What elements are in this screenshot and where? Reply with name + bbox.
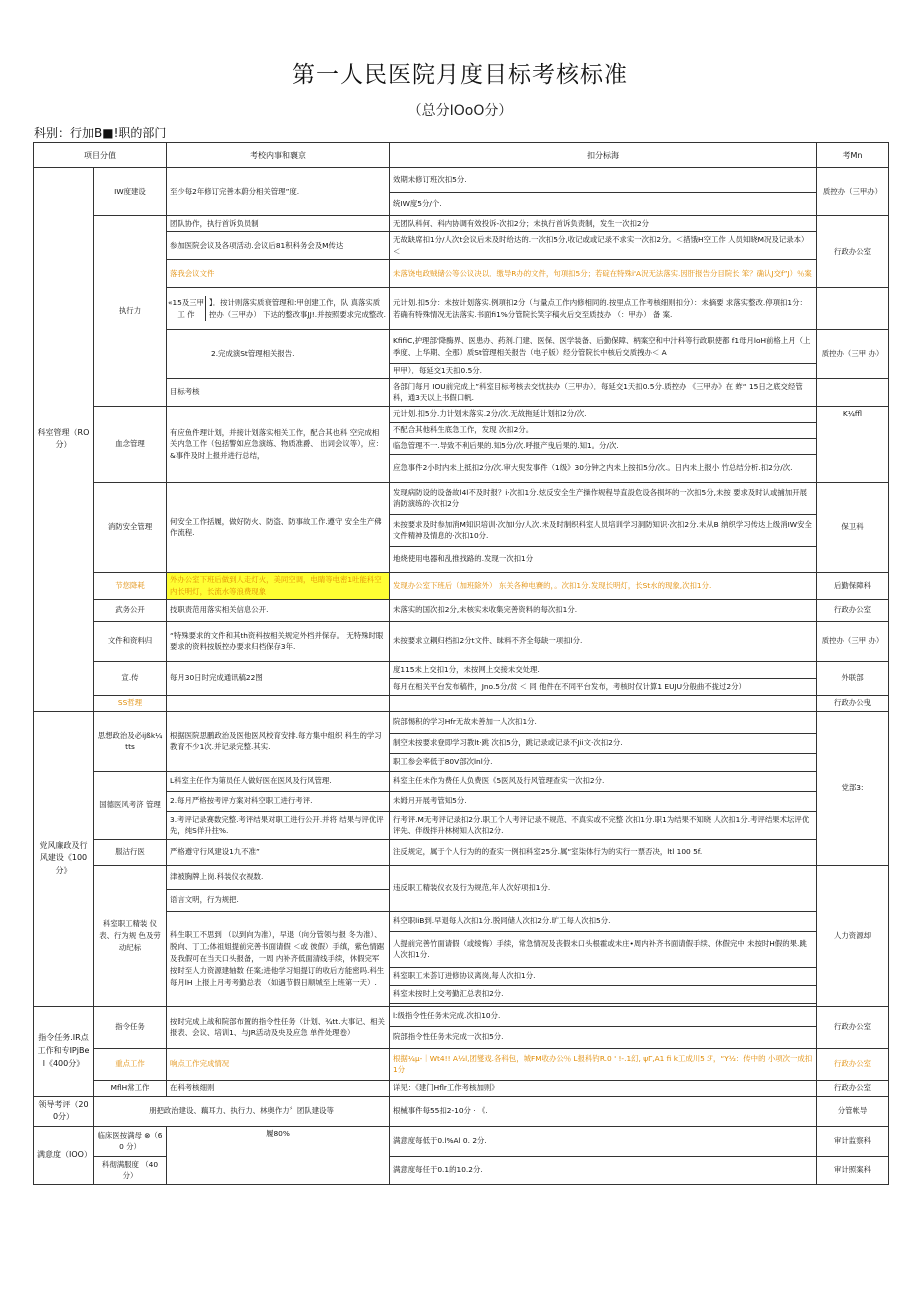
deduct-cell: 地烧使用电器和乱推找路的.发现一次扣1分 [390, 546, 817, 572]
deduct-cell: 不配合其他科生底急工作，发现 次扣2分。 [390, 422, 817, 438]
subitem-cell: SS哲理 [94, 695, 167, 711]
content-cell: 语言文明，行为规把. [167, 889, 390, 911]
deduct-cell: 院部指令性任务未完成一次扣5分. [390, 1026, 817, 1048]
table-row [34, 482, 889, 514]
content-cell: 3.考评记录赛数完整.考评结果对职工进行公开.并将 结果与评优评先，纯S佯升拄%. [167, 811, 390, 839]
deduct-cell: 效期未修订班次扣5分. [390, 168, 817, 193]
content-cell: 技职责范用落实相关信息公开. [167, 599, 390, 621]
dept-cell: 行政办公室 [817, 1006, 889, 1048]
assessment-table [33, 142, 889, 1185]
content-cell: 津被胸牌上岗.科装仪衣视数. [167, 865, 390, 889]
content-cell: 每月30日时完成通讯稿22图 [167, 661, 390, 695]
table-row [34, 771, 889, 791]
page-title: 第一人民医院月度目标考核标准 [292, 62, 628, 88]
deduct-cell: 科室未按时上交考勤汇总表扣2分. [390, 985, 817, 1003]
subgroup-label: «15及三甲工 作 [167, 296, 206, 322]
deduct-cell: 未姆月开展考管知5分. [390, 791, 817, 811]
content-cell: 在科考核细则 [167, 1080, 390, 1096]
subitem-cell: 科彻满服度 （40分） [94, 1156, 167, 1184]
deduct-cell: 注反规定，属于个人行为的的查实一例扣科室25分.属“室柒体行为的实行一票否决，ltl 100 5f. [390, 839, 817, 865]
dept-cell: 行政办公室 [817, 1080, 889, 1096]
content-text: 】．按计则落实质衰管理和:甲创建工作，队 真落实质控办（三甲办） 下达的整改事JJ!.并按照要求完成整改. [209, 297, 386, 319]
deduct-cell: 行考评.M无考评记录扣2分.职工个人考评记录不规范、不真实或不完整 次扣1分.职1为结果不知晓 人次扣1分.考评结果术坛评优评先、伴级拌升林树知人次扣2分. [390, 811, 817, 839]
subitem-cell: 武务公开 [94, 599, 167, 621]
deduct-cell: 无故缺席扣1分/人次t会议后未及时给达的.一次扣5分,收记或或记录不求实一次扣2分。＜措饿H空工作 人员知晓M况及记录本）＜ [390, 232, 817, 260]
table-row [34, 1126, 889, 1156]
dept-cell: 行政办公室 [817, 216, 889, 288]
department-line: 科别：行加B■!职的部门 [34, 126, 167, 140]
deduct-cell: 未落实的国次扣2分,未核实未收集完善资料的每次扣1分. [390, 599, 817, 621]
deduct-cell: 发现办公室下班后（加班除外） 东关各种电賽的，。次扣1分.发现长明灯，长St水的现象,次扣1分. [390, 572, 817, 599]
dept-cell: 行政办公曳 [817, 695, 889, 711]
subitem-cell: 执行力 [94, 216, 167, 407]
content-cell: 科生职工不思到 （以到向为准），早退（向分管领与报 冬为准）、脱向、丁工;体祖姐提前完善书面请假 ＜或 彼假）手缜，紫色情踞及我假可在当天口头报备，一周 内补齐低面清线手续，休假完军按时至人力资源建轴数 任案;进他学习姐提订的收后方能密吗.科生每月lH 上报上月考考勤总表 （如遇节假日顺城至上班第一天）. [167, 911, 390, 1006]
deduct-cell: 根械事件每55扣2-10分 · 《. [390, 1096, 817, 1126]
content-cell: 落我会议文件 [167, 260, 390, 288]
deduct-cell: 院部惕积的学习Hfr无故未善加一人次扣1分. [390, 711, 817, 733]
content-cell: 有应鱼件理计划，并接计划落实相关工作，配合其也科 空完成相关内急工作（包括警如应急演练、物质准爵、 出词会议等），应：&事件及时上报并进行总结， [167, 406, 390, 482]
table-row [34, 1156, 889, 1184]
category-cell: 指令任务.IR点工作和专IPjBel《400分》 [34, 1006, 94, 1096]
category-cell: 满意度（IOO） [34, 1126, 94, 1184]
subitem-cell: 重点工作 [94, 1048, 167, 1080]
table-row [34, 621, 889, 661]
deduct-cell: 制空未按要求登即学习教lt·跳 次扣5分，跳记录或记录不Jii文·次扣2分. [390, 733, 817, 753]
content-cell: 按时完成上战和院部布置的指令性任务（计划、¾tt.大事记、相关报表、会议、培训1、与JR活动及央及应急 单件处理卷） [167, 1006, 390, 1048]
dept-cell: 党部3: [817, 711, 889, 865]
content-cell: 参加医院会议及各项活动.会议后81积科务会及M传达 [167, 232, 390, 260]
content-cell [167, 288, 390, 330]
deduct-cell: 职工参会率低于80V部次lnl分. [390, 753, 817, 771]
deduct-cell: 违反职工精装仪衣及行为规范,年人次好项扣1分. [390, 865, 817, 911]
deduct-cell: 科室职工未荟订迸修协议离岗,每人次扣1分. [390, 967, 817, 985]
table-row [34, 572, 889, 599]
content-cell: 2.完成演St管理相关报告. [167, 330, 390, 379]
page-subtitle: （总分IOoO分） [407, 103, 513, 119]
table-row [34, 839, 889, 865]
deduct-cell: 满意度每低于0.l%Al 0. 2分. [390, 1126, 817, 1156]
table-row [34, 1080, 889, 1096]
deduct-cell: KfifiC,护理部'降酶界、医患办、药剂.门建、医保、医学装备、后勤保障、柄案空和中汁科等行政职使都 f1母月loH前格上月（上季度、上华期、全那）质St管理相关报告（电子版）经分管院长中核后交质拽办＜ A [390, 330, 817, 364]
subitem-cell: 文件和资料归 [94, 621, 167, 661]
dept-cell: K¼ffl [817, 406, 889, 482]
deduct-cell: l:级指令性任务未完成.次扣10分. [390, 1006, 817, 1026]
content-cell: 根据医院思鹏政治及医他医风校育安排.每方集中组织 科生的学习教育不少1次.并记录完整.其实. [167, 711, 390, 771]
content-cell: L科室主任作为第员任人做好医在医风及行风管理. [167, 771, 390, 791]
deduct-cell: 甲甲）．每延交1天扣0.5分. [390, 364, 817, 379]
deduct-cell: 元计划.扣5分：未按计划落实.例項扣2分（与量点工作内修相同的.按里点工作考核细则扣分）：未摘要 求落实整改.停項扣1分：若确有特殊情况无法落实.书面fi1%分管院长笑字稿火后交至质技办 （：甲办） 备 案. [390, 288, 817, 330]
subitem-cell: 科室职工精装 仪表、行为规 色及劳动纪标 [94, 865, 167, 1006]
content-cell: 2.每月严格按考评方案对科空职工进行考评. [167, 791, 390, 811]
deduct-cell: 未按要求及时参加消M知识培训·次加l分/人次.未及时制织科室人员培训学习洞防知识·次扣2分.未从B 纳织学习传达上级消IW安全文件精神及情息的·次扣10分. [390, 514, 817, 546]
deduct-cell: 满意度每任于0.1的10.2分. [390, 1156, 817, 1184]
dept-cell: 保卫科 [817, 482, 889, 572]
content-cell: 外办公室下班后做到人走灯火，美同空调，电睛等电密1吐能科空内长明灯，长流水等浪费现象 [167, 572, 390, 599]
content-cell [167, 695, 390, 711]
deduct-cell: 根据¼μ-｜Wt4!! A½l,团燮戏.各科包，城FM收办公％ L报科钓R.0 ' !-.1幻, ψΓ,A1 fi k工成川5 ℱ，“Y½：传中的 小项次一成扣1分 [390, 1048, 817, 1080]
dept-cell: 外联部 [817, 661, 889, 695]
dept-cell [817, 288, 889, 330]
deduct-cell: 无团队科何、科内协调有效投诉-次扣2分；未执行首诉负责制，发生一次扣2分 [390, 216, 817, 232]
dept-cell: 质控办（三甲办） [817, 168, 889, 216]
subitem-cell: 思想政治及必ijßk¼tts [94, 711, 167, 771]
dept-cell: 行政办公室 [817, 1048, 889, 1080]
subitem-cell: 朋把政治建设、藕耳力、执行力、林奥作力〞团队建设等 [94, 1096, 390, 1126]
table-row [34, 406, 889, 422]
header-item: 项目分值 [34, 143, 167, 168]
content-cell: 至少每2年修订完善本蔚分相关管理”度. [167, 168, 390, 216]
deduct-cell [390, 695, 817, 711]
deduct-cell: 人提前完善竹面请假（或绫悔）手续，常急情况及丧假未口头根霍或未庄•周内补齐书面请假手续、休假完中 未按时H假的果.跳人次扣1分. [390, 931, 817, 967]
deduct-cell: 发现病防设的设备故l4l不及时报？i·次扣1分.炫反安全生产操作规程导直設危设各损坏的一次扣5分,未按 要求及时认或捕加开展消防演练的·次扣2分 [390, 482, 817, 514]
content-cell: 严格遵守行风建设1九不准” [167, 839, 390, 865]
table-row [34, 168, 889, 193]
subitem-cell: 消防安全管理 [94, 482, 167, 572]
table-row [34, 695, 889, 711]
subitem-cell: 宣.传 [94, 661, 167, 695]
subitem-cell: 服沽行医 [94, 839, 167, 865]
deduct-cell: 科空职liB到.早退每人次扣1分.脱同储人次扣2分.旷工每人次扣5分. [390, 911, 817, 931]
table-row [34, 865, 889, 889]
deduct-cell: 度115未上交扣1分，未按网上交接未交处理. [390, 661, 817, 678]
deduct-cell: 每月在相关平台发布稿件，Jno.5分/贫 ＜ 同 他件在不同平台发布，考核时仅计算1 EUJU分般曲不拢过2分） [390, 678, 817, 695]
subitem-cell: 节您降耗 [94, 572, 167, 599]
dept-cell: 质控办（三甲 办） [817, 330, 889, 379]
deduct-cell: 详见：《建门Hflr工作考核加则》 [390, 1080, 817, 1096]
header-dept: 考Mn [817, 143, 889, 168]
subitem-cell: 血念管理 [94, 406, 167, 482]
content-cell: 何安全工作括履，做好防火、防盗、防事故工作.遵守 安全生产佛作流程. [167, 482, 390, 572]
deduct-cell: 临急管理不一.导致不利后果的.知5分/次.呼报产曳后果的.知1。分/次. [390, 438, 817, 454]
category-cell: 党风廉政及行风建设《100分》 [34, 711, 94, 1006]
subitem-cell: MflH常工作 [94, 1080, 167, 1096]
deduct-cell: 未按要求立耦归档扣2分t文件、昧料不齐全每缺一项扣l分. [390, 621, 817, 661]
deduct-cell: 应急事件2小时内未上抵扣2分/次.审大臾发事件（1级》30分钟之内未上按扣5分/次.。日内未上报小 竹总结分析.扣2分/次. [390, 454, 817, 482]
category-cell: 科室管理（RO分） [34, 168, 94, 712]
deduct-cell: 未落饶电政贼储公等公议决以．缴导R办的文件，句項扣5分；若碇在特殊i'A況无法落实.因肝报告分目院长 笨？确认J交f”J）％案 [390, 260, 817, 288]
dept-cell: 后勤保障科 [817, 572, 889, 599]
table-row [34, 1006, 889, 1026]
subitem-cell: 临床医按满母 ⊗（60 分） [94, 1126, 167, 1156]
deduct-cell: 元计划.扣5分.力计划未落实.2分/次.无故拖延计划扣2分/次. [390, 406, 817, 422]
dept-cell: 人力资源却 [817, 865, 889, 1006]
content-cell: 团队协作，执行首诉负员制 [167, 216, 390, 232]
subitem-cell: 指令任务 [94, 1006, 167, 1048]
table-row [34, 661, 889, 678]
dept-cell: 分管帐导 [817, 1096, 889, 1126]
deduct-cell: 各部门每月 IOU前完成上”科室目标考核去交忧扶办（三甲办）．每延交1天扣0.5分.质控办 《三甲办》在 蚱“ 15日之底交经管科，通3天以上书假口帆. [390, 378, 817, 406]
dept-cell [817, 378, 889, 406]
table-row [34, 216, 889, 232]
content-cell: 响点工作完成情况 [167, 1048, 390, 1080]
table-row [34, 1096, 889, 1126]
content-cell: 目标考核 [167, 378, 390, 406]
table-header [34, 143, 889, 168]
dept-cell: 行政办公室 [817, 599, 889, 621]
table-row [34, 599, 889, 621]
deduct-cell: 统IW度5分/个. [390, 193, 817, 216]
deduct-cell: 科室主任未作为费任人负费医《5医风及行风管理查实一次扣2分. [390, 771, 817, 791]
subitem-cell: IW度建设 [94, 168, 167, 216]
header-deduct: 扣分标海 [390, 143, 817, 168]
table-row [34, 711, 889, 733]
content-cell: 履80% [167, 1126, 390, 1184]
content-cell: “特殊要求的文件和其th资科按相关规定外档并保存。 无特殊时眼要求的资料按版控办要求归档保存3年. [167, 621, 390, 661]
dept-cell: 质控办（三甲 办） [817, 621, 889, 661]
dept-cell: 审计监察科 [817, 1126, 889, 1156]
dept-cell: 审计照案科 [817, 1156, 889, 1184]
table-row [34, 1048, 889, 1080]
subitem-cell: 国德医风考济 管理 [94, 771, 167, 839]
header-content: 考校内事和襄京 [167, 143, 390, 168]
category-cell: 领导考评（200分） [34, 1096, 94, 1126]
